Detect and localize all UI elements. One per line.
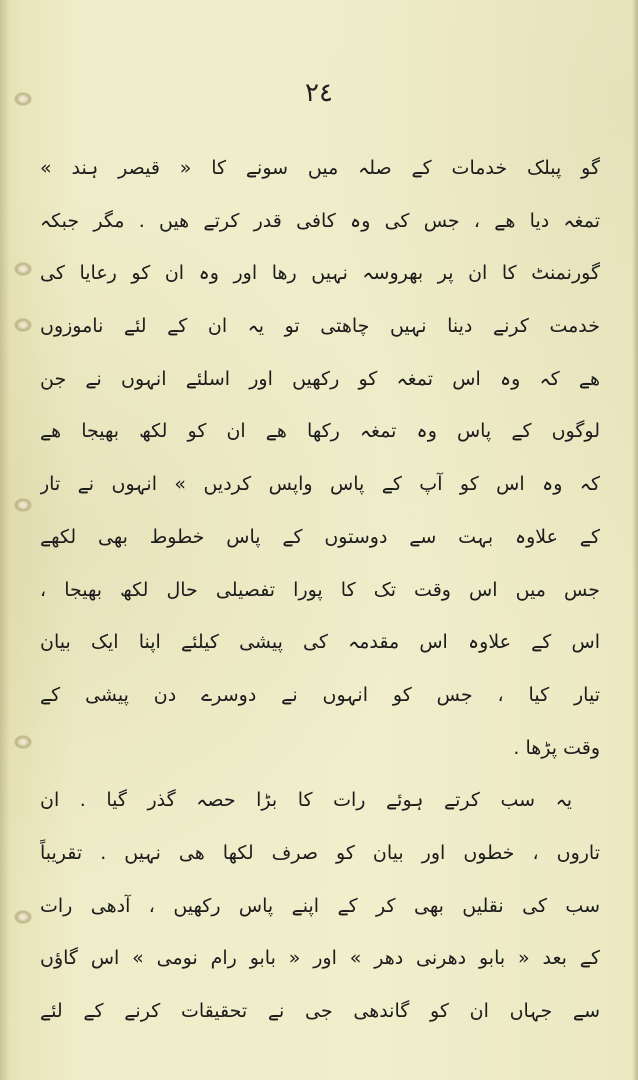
text-line: سب کی نقلیں بھی کر کے اپنے پاس رکھیں ، آدھی رات bbox=[40, 894, 600, 917]
binding-hole-mark bbox=[14, 318, 32, 332]
text-line: خدمت کرنے دینا نہیں چاھتی تو یہ ان کے لئے ناموزوں bbox=[40, 315, 600, 338]
text-line: لوگوں کے پاس وہ تمغہ رکھا ھے ان کو لکھ بھیجا ھے bbox=[40, 420, 600, 443]
page-right-edge-shadow bbox=[632, 0, 638, 1080]
text-line: گورنمنٹ کا ان پر بھروسہ نہیں رھا اور وہ ان کو رعایا کی bbox=[40, 262, 600, 285]
text-line: تاروں ، خطوں اور بیان کو صرف لکھا ھی نہیں . تقریباً bbox=[40, 841, 600, 864]
body-text bbox=[40, 142, 600, 1038]
binding-hole-mark bbox=[14, 735, 32, 749]
text-line: تیار کیا ، جس کو انہوں نے دوسرے دن پیشی کے bbox=[40, 683, 600, 706]
page-number: ۲٤ bbox=[305, 78, 333, 108]
text-line: گو پبلک خدمات کے صلہ میں سونے کا « قیصر ہند » bbox=[40, 157, 600, 179]
text-line: وقت پڑھا . bbox=[513, 736, 600, 759]
text-line: سے جہاں ان کو گاندھی جی نے تحقیقات کرنے کے لئے bbox=[40, 1000, 600, 1022]
binding-hole-mark bbox=[14, 262, 32, 276]
binding-hole-mark bbox=[14, 498, 32, 512]
text-line: ھے کہ وہ اس تمغہ کو رکھیں اور اسلئے انہوں نے جن bbox=[40, 367, 600, 390]
page-left-edge-shadow bbox=[0, 0, 10, 1080]
binding-hole-mark bbox=[14, 910, 32, 924]
text-line: کے بعد « بابو دھرنی دھر » اور « بابو رام نومی » اس گاؤں bbox=[40, 947, 600, 970]
text-line: تمغہ دیا ھے ، جس کی وہ کافی قدر کرتے ھیں . مگر جبکہ bbox=[40, 209, 600, 232]
text-line: کہ وہ اس کو آپ کے پاس واپس کردیں » انہوں نے تار bbox=[40, 473, 600, 496]
text-line: کے علاوہ بہت سے دوستوں کے پاس خطوط بھی لکھے bbox=[40, 525, 600, 548]
text-line: اس کے علاوہ اس مقدمہ کی پیشی کیلئے اپنا ایک بیان bbox=[40, 631, 600, 654]
text-line: جس میں اس وقت تک کا پورا تفصیلی حال لکھ بھیجا ، bbox=[40, 578, 600, 601]
text-line: یہ سب کرتے ہوئے رات کا بڑا حصہ گذر گیا . ان bbox=[40, 789, 572, 812]
